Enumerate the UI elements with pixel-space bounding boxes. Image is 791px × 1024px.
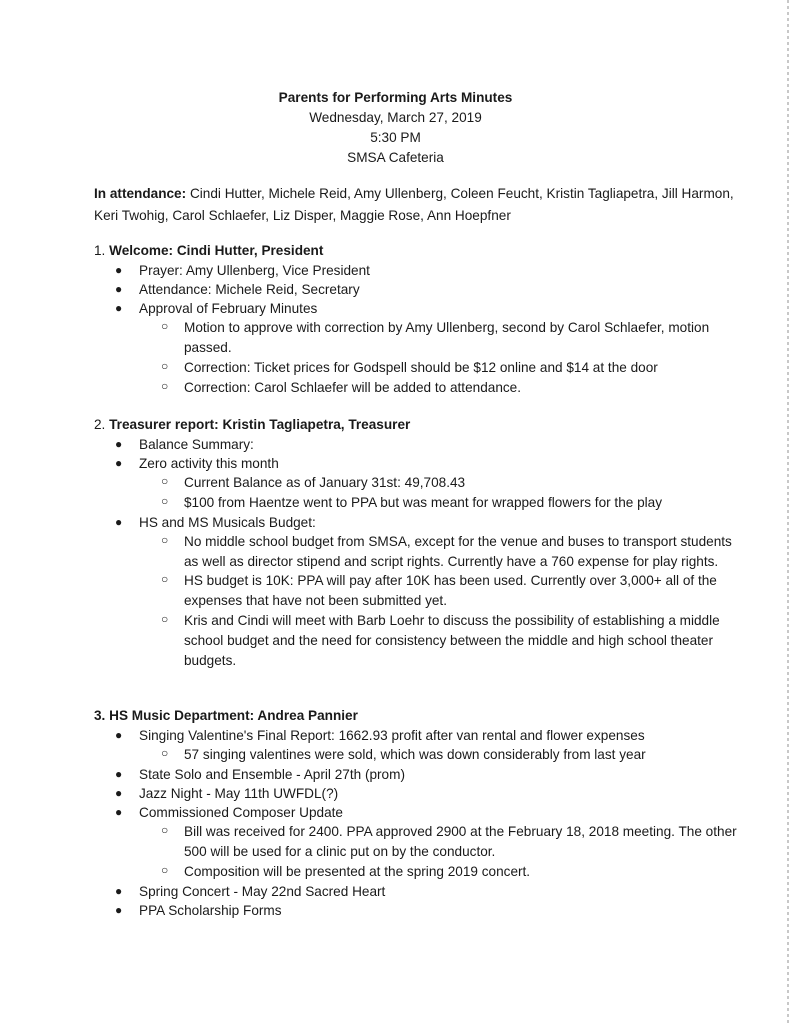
sub-list-item: [139, 571, 744, 611]
sub-list-item-text: Bill was received for 2400. PPA approved 2900 at the February 18, 2018 meeting. The other 500 will be used for a clinic put on by the conductor.: [184, 824, 737, 859]
sub-list-item: [139, 822, 744, 862]
list-item-text: Spring Concert - May 22nd Sacred Heart: [139, 883, 386, 899]
list-item-text: Attendance: Michele Reid, Secretary: [139, 281, 360, 297]
bullet-icon: ●: [115, 727, 123, 742]
list-item: [94, 454, 744, 513]
section-heading: [94, 706, 744, 726]
bullet-icon: ●: [115, 301, 123, 315]
list-item-text: PPA Scholarship Forms: [139, 902, 282, 918]
document-header: [0, 88, 791, 168]
list-item: [94, 784, 744, 803]
section-number: 3.: [94, 708, 106, 723]
bullet-icon: ●: [115, 455, 123, 470]
sub-list-item: [139, 493, 744, 513]
section-heading: [94, 415, 744, 435]
section-hs-music-department: [94, 706, 744, 920]
sub-list-item: [139, 611, 744, 670]
sub-list-item: [139, 318, 744, 358]
sub-list-item: [139, 378, 744, 398]
section-title: Treasurer report: Kristin Tagliapetra, Treasurer: [109, 417, 411, 432]
section-title: HS Music Department: Andrea Pannier: [109, 708, 358, 723]
attendance-label: In attendance:: [94, 186, 187, 201]
bullet-icon: ●: [115, 281, 123, 296]
circle-bullet-icon: ○: [161, 611, 169, 626]
bullet-icon: ●: [115, 766, 123, 781]
attendance-paragraph: [94, 183, 734, 227]
list-item-text: HS and MS Musicals Budget:: [139, 514, 316, 530]
circle-bullet-icon: ○: [161, 572, 169, 587]
circle-bullet-icon: ○: [161, 319, 169, 334]
list-item-text: Singing Valentine's Final Report: 1662.93 profit after van rental and flower expenses: [139, 727, 645, 743]
section-number: 1.: [94, 243, 106, 258]
section-treasurer-report: [94, 415, 744, 670]
list-item: [94, 803, 744, 882]
sub-list-item-text: No middle school budget from SMSA, except for the venue and buses to transport students as well as director stipend and script rights. Currently have a 760 expense for play rights.: [184, 533, 732, 569]
meeting-location: SMSA Cafeteria: [347, 150, 444, 165]
list-item-text: Commissioned Composer Update: [139, 805, 343, 820]
sub-list-item-text: HS budget is 10K: PPA will pay after 10K has been used. Currently over 3,000+ all of the expenses that have not been submitted yet.: [184, 573, 717, 609]
sub-list-item: [139, 532, 744, 572]
document-title: Parents for Performing Arts Minutes: [278, 90, 513, 105]
bullet-icon: ●: [115, 514, 123, 529]
sub-list: [139, 473, 744, 513]
bullet-icon: ●: [115, 262, 123, 277]
attendance-names: Cindi Hutter, Michele Reid, Amy Ullenberg, Coleen Feucht, Kristin Tagliapetra, Jill Harmon, Keri Twohig, Carol Schlaefer, Liz Disper, Maggie Rose, Ann Hoepfner: [94, 186, 734, 223]
bullet-icon: ●: [115, 883, 123, 898]
sub-list-item-text: Motion to approve with correction by Amy Ullenberg, second by Carol Schlaefer, motion passed.: [184, 320, 710, 355]
scan-edge-line: [787, 0, 789, 1024]
list-item: [94, 435, 744, 454]
section-title: Welcome: Cindi Hutter, President: [109, 243, 324, 258]
circle-bullet-icon: ○: [161, 823, 169, 838]
list-item-text: State Solo and Ensemble - April 27th (prom): [139, 766, 405, 782]
sub-list-item-text: $100 from Haentze went to PPA but was meant for wrapped flowers for the play: [184, 494, 663, 510]
circle-bullet-icon: ○: [161, 745, 169, 760]
sub-list-item: [139, 745, 744, 765]
list-item-text: Balance Summary:: [139, 436, 254, 452]
bullet-icon: ●: [115, 785, 123, 800]
bullet-icon: ●: [115, 436, 123, 451]
list-item: [94, 513, 744, 671]
sub-list: [139, 532, 744, 671]
circle-bullet-icon: ○: [161, 378, 169, 393]
section-heading: [94, 241, 744, 261]
list-item: [94, 726, 744, 765]
sub-list-item-text: Composition will be presented at the spring 2019 concert.: [184, 863, 531, 879]
list-item: [94, 765, 744, 784]
sub-list-item-text: 57 singing valentines were sold, which was down considerably from last year: [184, 746, 646, 762]
section-number: 2.: [94, 417, 106, 432]
sub-list: [139, 745, 744, 765]
list-item: [94, 299, 744, 397]
bullet-icon: ●: [115, 805, 123, 819]
circle-bullet-icon: ○: [161, 493, 169, 508]
circle-bullet-icon: ○: [161, 358, 169, 373]
circle-bullet-icon: ○: [161, 474, 169, 488]
list-item: [94, 280, 744, 299]
bullet-icon: ●: [115, 902, 123, 917]
list-item: [94, 261, 744, 280]
list-item-text: Prayer: Amy Ullenberg, Vice President: [139, 262, 370, 278]
list-item-text: Approval of February Minutes: [139, 301, 318, 316]
sub-list: [139, 318, 744, 397]
list-item-text: Jazz Night - May 11th UWFDL(?): [139, 785, 339, 801]
list-item: [94, 901, 744, 920]
bullet-list: [94, 261, 744, 398]
sub-list-item-text: Correction: Carol Schlaefer will be added to attendance.: [184, 379, 522, 395]
sub-list-item: [139, 358, 744, 378]
circle-bullet-icon: ○: [161, 862, 169, 877]
list-item: [94, 882, 744, 901]
sub-list-item-text: Kris and Cindi will meet with Barb Loehr to discuss the possibility of establishing a middle school budget and the need for consistency between the middle and high school theater budgets.: [184, 612, 720, 668]
bullet-list: [94, 726, 744, 920]
circle-bullet-icon: ○: [161, 532, 169, 547]
meeting-date: Wednesday, March 27, 2019: [309, 110, 482, 125]
sub-list-item: [139, 862, 744, 882]
meeting-time: 5:30 PM: [370, 130, 421, 145]
sub-list-item-text: Current Balance as of January 31st: 49,708.43: [184, 475, 466, 490]
list-item-text: Zero activity this month: [139, 455, 279, 471]
section-welcome: [94, 241, 744, 397]
sub-list: [139, 822, 744, 881]
sub-list-item: [139, 473, 744, 493]
bullet-list: [94, 435, 744, 671]
sub-list-item-text: Correction: Ticket prices for Godspell should be $12 online and $14 at the door: [184, 359, 658, 375]
